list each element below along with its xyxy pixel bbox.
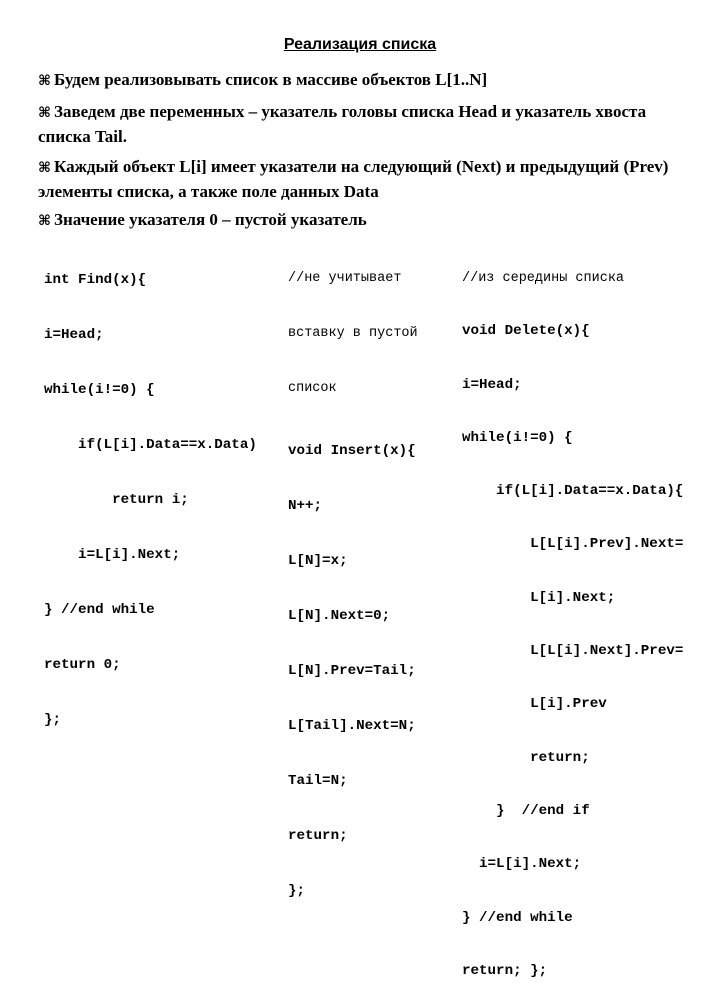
code-line: L[Tail].Next=N;: [288, 718, 416, 734]
command-key-icon: ⌘: [38, 160, 51, 176]
code-line: return; };: [462, 962, 548, 979]
command-key-icon: ⌘: [38, 73, 51, 89]
code-line: } //end while: [44, 602, 155, 618]
bullet-text: Каждый объект L[i] имеет указатели на следующий (Next) и предыдущий (Prev) элементы списка, а также поле данных Data: [38, 157, 669, 201]
code-line: L[N]=x;: [288, 553, 348, 569]
code-line: int Find(x){: [44, 272, 147, 288]
code-find-function: [44, 237, 257, 748]
code-line: N++;: [288, 498, 323, 514]
code-line: L[N].Prev=Tail;: [288, 663, 416, 679]
code-line: } //end if: [462, 802, 590, 819]
page-title: Реализация списка: [283, 36, 437, 53]
code-line: while(i!=0) {: [462, 429, 573, 446]
code-line: return 0;: [44, 657, 121, 673]
code-line: L[i].Next;: [462, 589, 616, 606]
bullet-pointers: [38, 155, 688, 204]
code-line: } //end while: [462, 909, 573, 926]
command-key-icon: ⌘: [38, 105, 51, 121]
code-line: L[L[i].Next].Prev=: [462, 643, 684, 660]
bullet-null-pointer: [38, 208, 688, 233]
code-line: void Delete(x){: [462, 323, 590, 340]
code-line: i=Head;: [44, 327, 104, 343]
code-comment: //не учитывает: [288, 271, 402, 286]
code-line: L[i].Prev: [462, 696, 607, 713]
code-insert-function: [288, 235, 418, 919]
code-line: return;: [288, 828, 348, 844]
code-line: L[N].Next=0;: [288, 608, 391, 624]
code-line: if(L[i].Data==x.Data): [44, 437, 257, 453]
code-line: return i;: [44, 492, 189, 508]
bullet-text: Заведем две переменных – указатель головы списка Head и указатель хвоста списка Tail.: [38, 102, 647, 146]
code-line: void Insert(x){: [288, 443, 416, 459]
code-line: L[L[i].Prev].Next=: [462, 536, 684, 553]
code-line: while(i!=0) {: [44, 382, 155, 398]
bullet-array-storage: [38, 68, 688, 93]
bullet-head-tail: [38, 100, 688, 149]
code-line: return;: [462, 749, 590, 766]
code-line: i=L[i].Next;: [462, 856, 582, 873]
code-comment: вставку в пустой: [288, 326, 418, 341]
code-line: i=Head;: [462, 376, 522, 393]
code-line: };: [288, 883, 306, 899]
code-line: };: [44, 712, 62, 728]
bullet-text: Значение указателя 0 – пустой указатель: [54, 210, 367, 229]
bullet-text: Будем реализовывать список в массиве объектов L[1..N]: [54, 70, 488, 89]
command-key-icon: ⌘: [38, 213, 51, 229]
code-comment: список: [288, 381, 337, 396]
code-delete-function: [462, 236, 683, 998]
code-comment: //из середины списка: [462, 271, 625, 286]
code-line: if(L[i].Data==x.Data){: [462, 483, 684, 500]
code-line: Tail=N;: [288, 773, 348, 789]
code-line: i=L[i].Next;: [44, 547, 181, 563]
